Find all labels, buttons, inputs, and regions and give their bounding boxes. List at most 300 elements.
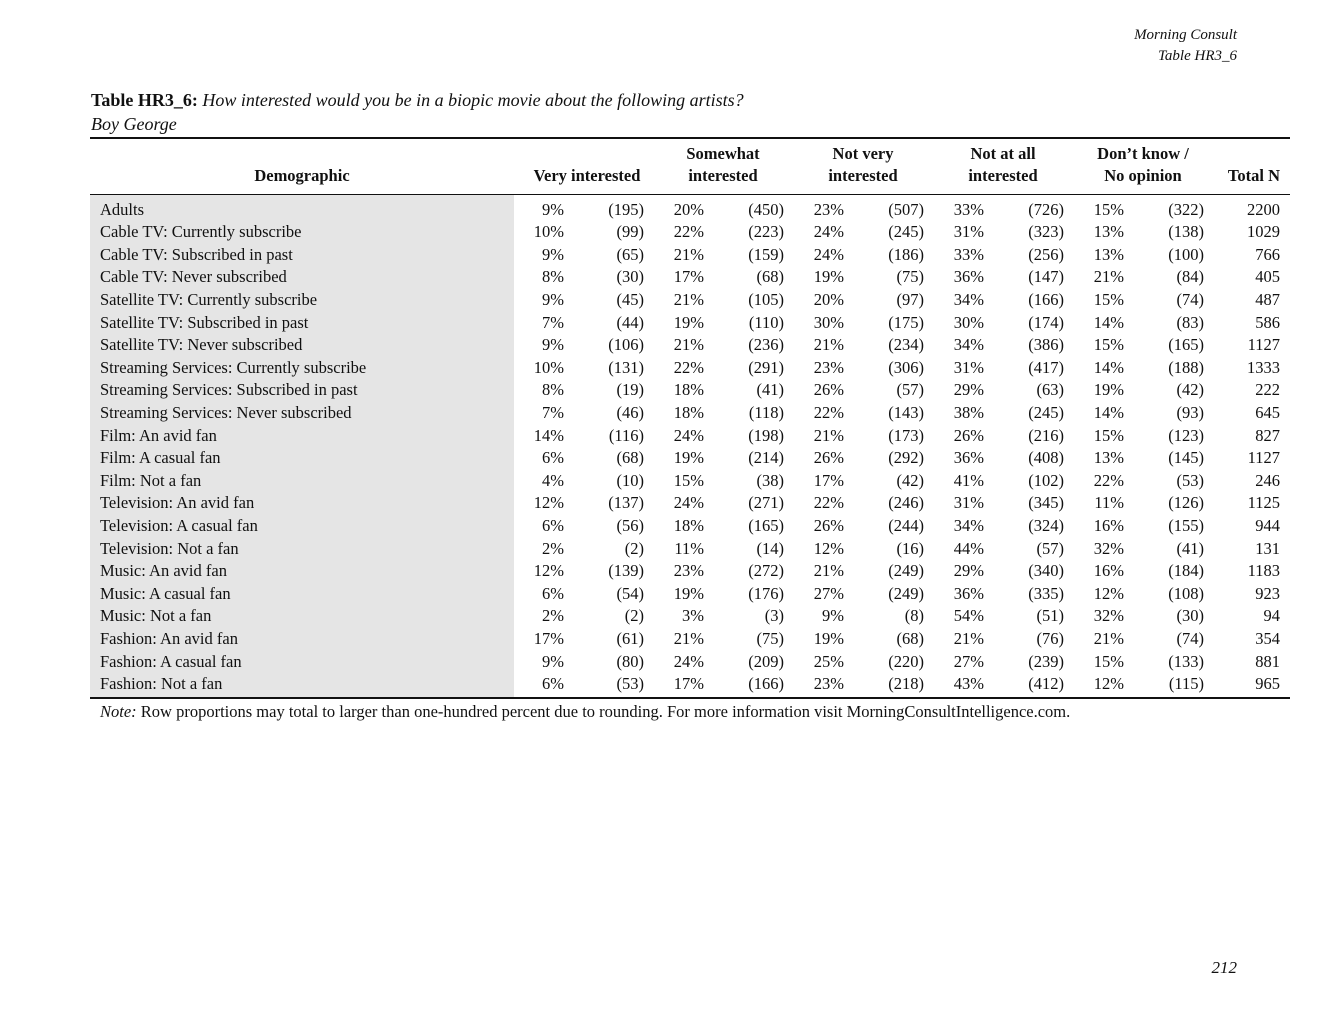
row-label: Streaming Services: Currently subscribe bbox=[90, 357, 514, 380]
cell-percent: 15% bbox=[673, 470, 704, 490]
cell-count: (335) bbox=[1028, 583, 1064, 603]
cell-count: (345) bbox=[1028, 493, 1064, 513]
cell-count: (2) bbox=[624, 538, 644, 558]
cell-count: (63) bbox=[1036, 380, 1064, 400]
cell-count: (126) bbox=[1168, 493, 1204, 513]
table-row bbox=[90, 424, 1290, 447]
row-label: Television: Not a fan bbox=[90, 537, 514, 560]
row-label: Film: A casual fan bbox=[90, 447, 514, 470]
cell-percent: 15% bbox=[1093, 425, 1124, 445]
cell-percent: 23% bbox=[813, 357, 844, 377]
cell-percent: 29% bbox=[953, 561, 984, 581]
cell-count: (220) bbox=[888, 651, 924, 671]
cell-count: (209) bbox=[748, 651, 784, 671]
header-row bbox=[90, 138, 1290, 194]
cell-percent: 13% bbox=[1093, 448, 1124, 468]
cell-percent: 22% bbox=[673, 357, 704, 377]
row-label: Film: Not a fan bbox=[90, 470, 514, 493]
cell-percent: 15% bbox=[1093, 335, 1124, 355]
cell-count: (173) bbox=[888, 425, 924, 445]
cell-count: (75) bbox=[896, 267, 924, 287]
row-label: Satellite TV: Never subscribed bbox=[90, 334, 514, 357]
cell-count: (239) bbox=[1028, 651, 1064, 671]
cell-count: (53) bbox=[1176, 470, 1204, 490]
cell-percent: 30% bbox=[813, 312, 844, 332]
cell-count: (53) bbox=[616, 673, 644, 693]
cell-count: (245) bbox=[1028, 403, 1064, 423]
col-very-interested: Very interested bbox=[533, 165, 641, 185]
cell-count: (236) bbox=[748, 335, 784, 355]
cell-percent: 13% bbox=[1093, 244, 1124, 264]
cell-count: (184) bbox=[1168, 561, 1204, 581]
cell-count: (56) bbox=[616, 516, 644, 536]
row-label: Fashion: A casual fan bbox=[90, 650, 514, 673]
cell-count: (246) bbox=[888, 493, 924, 513]
cell-total-n: 1183 bbox=[1247, 561, 1280, 581]
cell-count: (174) bbox=[1028, 312, 1064, 332]
row-label: Streaming Services: Never subscribed bbox=[90, 402, 514, 425]
cell-count: (68) bbox=[896, 628, 924, 648]
cell-total-n: 354 bbox=[1255, 628, 1280, 648]
cell-percent: 14% bbox=[1093, 357, 1124, 377]
cell-total-n: 881 bbox=[1255, 651, 1280, 671]
cell-percent: 12% bbox=[813, 538, 844, 558]
cell-count: (68) bbox=[616, 448, 644, 468]
cell-count: (324) bbox=[1028, 516, 1064, 536]
cell-count: (46) bbox=[616, 403, 644, 423]
cell-count: (159) bbox=[748, 244, 784, 264]
cell-percent: 25% bbox=[813, 651, 844, 671]
cell-percent: 9% bbox=[542, 290, 564, 310]
cell-count: (291) bbox=[748, 357, 784, 377]
row-label: Cable TV: Never subscribed bbox=[90, 266, 514, 289]
cell-percent: 24% bbox=[673, 493, 704, 513]
cell-percent: 31% bbox=[953, 493, 984, 513]
row-label: Satellite TV: Currently subscribe bbox=[90, 289, 514, 312]
cell-percent: 34% bbox=[953, 335, 984, 355]
table-row bbox=[90, 537, 1290, 560]
cell-count: (115) bbox=[1168, 673, 1204, 693]
cell-count: (102) bbox=[1028, 470, 1064, 490]
cell-percent: 21% bbox=[1093, 267, 1124, 287]
cell-percent: 23% bbox=[813, 673, 844, 693]
note-label: Note: bbox=[100, 702, 137, 721]
cell-count: (340) bbox=[1028, 561, 1064, 581]
cell-percent: 26% bbox=[953, 425, 984, 445]
table-row bbox=[90, 628, 1290, 651]
table-row bbox=[90, 605, 1290, 628]
cell-total-n: 1125 bbox=[1247, 493, 1280, 513]
col-somewhat-interested: Somewhat interested bbox=[686, 143, 760, 185]
cell-percent: 44% bbox=[953, 538, 984, 558]
cell-percent: 24% bbox=[673, 425, 704, 445]
row-label: Cable TV: Currently subscribe bbox=[90, 221, 514, 244]
row-label: Fashion: Not a fan bbox=[90, 673, 514, 698]
cell-count: (123) bbox=[1168, 425, 1204, 445]
cell-count: (100) bbox=[1168, 244, 1204, 264]
cell-count: (45) bbox=[616, 290, 644, 310]
cell-count: (38) bbox=[756, 470, 784, 490]
row-label: Television: A casual fan bbox=[90, 515, 514, 538]
cell-count: (105) bbox=[748, 290, 784, 310]
cell-count: (143) bbox=[888, 403, 924, 423]
col-demographic: Demographic bbox=[254, 165, 350, 185]
cell-percent: 21% bbox=[1093, 628, 1124, 648]
cell-count: (234) bbox=[888, 335, 924, 355]
col-not-very-interested: Not very interested bbox=[828, 143, 898, 185]
cell-count: (386) bbox=[1028, 335, 1064, 355]
cell-count: (408) bbox=[1028, 448, 1064, 468]
cell-percent: 9% bbox=[542, 244, 564, 264]
cell-total-n: 944 bbox=[1255, 516, 1280, 536]
cell-percent: 7% bbox=[542, 312, 564, 332]
cell-percent: 21% bbox=[813, 335, 844, 355]
cell-count: (166) bbox=[748, 673, 784, 693]
row-label: Film: An avid fan bbox=[90, 424, 514, 447]
cell-percent: 2% bbox=[542, 538, 564, 558]
table-row bbox=[90, 334, 1290, 357]
cell-count: (76) bbox=[1036, 628, 1064, 648]
cell-count: (41) bbox=[756, 380, 784, 400]
cell-percent: 36% bbox=[953, 448, 984, 468]
cell-percent: 9% bbox=[542, 335, 564, 355]
cell-count: (3) bbox=[764, 606, 784, 626]
cell-percent: 24% bbox=[813, 244, 844, 264]
cell-percent: 17% bbox=[673, 267, 704, 287]
cell-percent: 20% bbox=[813, 290, 844, 310]
cell-total-n: 222 bbox=[1255, 380, 1280, 400]
cell-count: (68) bbox=[756, 267, 784, 287]
cell-count: (57) bbox=[1036, 538, 1064, 558]
cell-count: (42) bbox=[1176, 380, 1204, 400]
cell-count: (272) bbox=[748, 561, 784, 581]
cell-percent: 4% bbox=[542, 470, 564, 490]
cell-percent: 13% bbox=[1093, 222, 1124, 242]
cell-count: (165) bbox=[1168, 335, 1204, 355]
cell-count: (42) bbox=[896, 470, 924, 490]
cell-total-n: 1127 bbox=[1247, 335, 1280, 355]
cell-percent: 22% bbox=[813, 403, 844, 423]
table-row bbox=[90, 311, 1290, 334]
cell-percent: 12% bbox=[1093, 583, 1124, 603]
cell-percent: 19% bbox=[673, 448, 704, 468]
cell-total-n: 965 bbox=[1255, 673, 1280, 693]
cell-count: (74) bbox=[1176, 290, 1204, 310]
cell-total-n: 923 bbox=[1255, 583, 1280, 603]
cell-percent: 17% bbox=[673, 673, 704, 693]
cell-percent: 18% bbox=[673, 516, 704, 536]
cell-count: (84) bbox=[1176, 267, 1204, 287]
table-note bbox=[100, 701, 1070, 723]
cell-percent: 18% bbox=[673, 380, 704, 400]
cell-percent: 15% bbox=[1093, 290, 1124, 310]
table-row bbox=[90, 470, 1290, 493]
table-row bbox=[90, 492, 1290, 515]
table-row bbox=[90, 244, 1290, 267]
cell-percent: 15% bbox=[1093, 651, 1124, 671]
cell-count: (195) bbox=[608, 199, 644, 219]
row-label: Television: An avid fan bbox=[90, 492, 514, 515]
cell-count: (30) bbox=[616, 267, 644, 287]
cell-count: (155) bbox=[1168, 516, 1204, 536]
cell-percent: 14% bbox=[533, 425, 564, 445]
cell-count: (8) bbox=[904, 606, 924, 626]
cell-count: (93) bbox=[1176, 403, 1204, 423]
cell-total-n: 2200 bbox=[1247, 199, 1280, 219]
cell-percent: 21% bbox=[813, 561, 844, 581]
row-label: Music: Not a fan bbox=[90, 605, 514, 628]
table-body bbox=[90, 194, 1290, 698]
cell-count: (139) bbox=[608, 561, 644, 581]
cell-percent: 21% bbox=[673, 290, 704, 310]
cell-count: (75) bbox=[756, 628, 784, 648]
cell-percent: 33% bbox=[953, 199, 984, 219]
cell-total-n: 827 bbox=[1255, 425, 1280, 445]
cell-percent: 30% bbox=[953, 312, 984, 332]
cell-count: (110) bbox=[748, 312, 784, 332]
cell-count: (80) bbox=[616, 651, 644, 671]
header-table-id: Table HR3_6 bbox=[1157, 48, 1237, 64]
cell-total-n: 487 bbox=[1255, 290, 1280, 310]
cell-percent: 33% bbox=[953, 244, 984, 264]
cell-percent: 15% bbox=[1093, 199, 1124, 219]
cell-count: (245) bbox=[888, 222, 924, 242]
cell-total-n: 131 bbox=[1255, 538, 1280, 558]
table-row bbox=[90, 402, 1290, 425]
table-row bbox=[90, 673, 1290, 698]
cell-percent: 22% bbox=[673, 222, 704, 242]
cell-count: (166) bbox=[1028, 290, 1064, 310]
cell-total-n: 1029 bbox=[1247, 222, 1280, 242]
cell-percent: 23% bbox=[813, 199, 844, 219]
row-label: Music: An avid fan bbox=[90, 560, 514, 583]
cell-percent: 19% bbox=[673, 312, 704, 332]
cell-count: (176) bbox=[748, 583, 784, 603]
cell-count: (507) bbox=[888, 199, 924, 219]
row-label: Adults bbox=[90, 194, 514, 221]
table-row bbox=[90, 515, 1290, 538]
cell-percent: 8% bbox=[542, 380, 564, 400]
cell-count: (249) bbox=[888, 561, 924, 581]
cell-percent: 6% bbox=[542, 448, 564, 468]
cell-count: (99) bbox=[616, 222, 644, 242]
cell-count: (19) bbox=[616, 380, 644, 400]
cell-count: (106) bbox=[608, 335, 644, 355]
cell-total-n: 586 bbox=[1255, 312, 1280, 332]
cell-percent: 41% bbox=[953, 470, 984, 490]
cell-count: (41) bbox=[1176, 538, 1204, 558]
cell-percent: 27% bbox=[813, 583, 844, 603]
cell-total-n: 246 bbox=[1255, 470, 1280, 490]
cell-percent: 31% bbox=[953, 357, 984, 377]
cell-percent: 34% bbox=[953, 516, 984, 536]
cell-percent: 20% bbox=[673, 199, 704, 219]
cell-count: (133) bbox=[1168, 651, 1204, 671]
cell-percent: 32% bbox=[1093, 606, 1124, 626]
crosstab-table bbox=[90, 137, 1290, 699]
cell-total-n: 94 bbox=[1263, 606, 1280, 626]
table-row bbox=[90, 583, 1290, 606]
cell-count: (198) bbox=[748, 425, 784, 445]
cell-count: (131) bbox=[608, 357, 644, 377]
title-label: Table HR3_6: bbox=[91, 90, 198, 110]
cell-count: (186) bbox=[888, 244, 924, 264]
cell-count: (256) bbox=[1028, 244, 1064, 264]
row-label: Fashion: An avid fan bbox=[90, 628, 514, 651]
row-label: Satellite TV: Subscribed in past bbox=[90, 311, 514, 334]
cell-count: (147) bbox=[1028, 267, 1064, 287]
cell-percent: 16% bbox=[1093, 516, 1124, 536]
cell-count: (16) bbox=[896, 538, 924, 558]
cell-percent: 11% bbox=[674, 538, 704, 558]
row-label: Streaming Services: Subscribed in past bbox=[90, 379, 514, 402]
cell-percent: 16% bbox=[1093, 561, 1124, 581]
cell-percent: 14% bbox=[1093, 403, 1124, 423]
cell-count: (137) bbox=[608, 493, 644, 513]
cell-count: (44) bbox=[616, 312, 644, 332]
cell-percent: 18% bbox=[673, 403, 704, 423]
cell-percent: 43% bbox=[953, 673, 984, 693]
cell-percent: 12% bbox=[533, 493, 564, 513]
cell-percent: 22% bbox=[1093, 470, 1124, 490]
table-title bbox=[91, 88, 744, 136]
cell-percent: 23% bbox=[673, 561, 704, 581]
cell-count: (165) bbox=[748, 516, 784, 536]
header-org: Morning Consult bbox=[1134, 27, 1237, 43]
cell-count: (175) bbox=[888, 312, 924, 332]
cell-percent: 24% bbox=[813, 222, 844, 242]
cell-percent: 29% bbox=[953, 380, 984, 400]
cell-percent: 6% bbox=[542, 673, 564, 693]
cell-percent: 6% bbox=[542, 516, 564, 536]
col-dont-know: Don’t know / No opinion bbox=[1097, 143, 1189, 185]
cell-percent: 2% bbox=[542, 606, 564, 626]
cell-percent: 24% bbox=[673, 651, 704, 671]
table-row bbox=[90, 447, 1290, 470]
table-row bbox=[90, 266, 1290, 289]
cell-count: (244) bbox=[888, 516, 924, 536]
cell-percent: 34% bbox=[953, 290, 984, 310]
cell-percent: 31% bbox=[953, 222, 984, 242]
cell-count: (108) bbox=[1168, 583, 1204, 603]
cell-percent: 14% bbox=[1093, 312, 1124, 332]
row-label: Cable TV: Subscribed in past bbox=[90, 244, 514, 267]
cell-count: (97) bbox=[896, 290, 924, 310]
cell-total-n: 1333 bbox=[1247, 357, 1280, 377]
table-row bbox=[90, 221, 1290, 244]
cell-percent: 32% bbox=[1093, 538, 1124, 558]
cell-percent: 17% bbox=[533, 628, 564, 648]
cell-percent: 19% bbox=[1093, 380, 1124, 400]
cell-percent: 9% bbox=[542, 199, 564, 219]
cell-percent: 12% bbox=[533, 561, 564, 581]
cell-percent: 11% bbox=[1094, 493, 1124, 513]
cell-count: (2) bbox=[624, 606, 644, 626]
cell-count: (30) bbox=[1176, 606, 1204, 626]
cell-count: (271) bbox=[748, 493, 784, 513]
cell-percent: 21% bbox=[673, 335, 704, 355]
cell-total-n: 766 bbox=[1255, 244, 1280, 264]
title-subject: Boy George bbox=[91, 114, 177, 134]
cell-percent: 9% bbox=[542, 651, 564, 671]
page-number: 212 bbox=[1211, 958, 1237, 977]
cell-percent: 17% bbox=[813, 470, 844, 490]
cell-count: (417) bbox=[1028, 357, 1064, 377]
cell-percent: 21% bbox=[953, 628, 984, 648]
cell-percent: 21% bbox=[813, 425, 844, 445]
cell-count: (116) bbox=[608, 425, 644, 445]
title-question: How interested would you be in a biopic movie about the following artists? bbox=[202, 90, 744, 110]
cell-count: (249) bbox=[888, 583, 924, 603]
cell-count: (145) bbox=[1168, 448, 1204, 468]
cell-count: (54) bbox=[616, 583, 644, 603]
cell-count: (322) bbox=[1168, 199, 1204, 219]
cell-percent: 26% bbox=[813, 380, 844, 400]
cell-percent: 3% bbox=[682, 606, 704, 626]
cell-count: (51) bbox=[1036, 606, 1064, 626]
table-row bbox=[90, 357, 1290, 380]
cell-percent: 36% bbox=[953, 267, 984, 287]
cell-percent: 21% bbox=[673, 244, 704, 264]
cell-percent: 19% bbox=[673, 583, 704, 603]
cell-percent: 8% bbox=[542, 267, 564, 287]
cell-percent: 10% bbox=[533, 357, 564, 377]
cell-count: (57) bbox=[896, 380, 924, 400]
cell-count: (118) bbox=[748, 403, 784, 423]
cell-percent: 12% bbox=[1093, 673, 1124, 693]
cell-percent: 19% bbox=[813, 628, 844, 648]
table-row bbox=[90, 194, 1290, 221]
cell-percent: 54% bbox=[953, 606, 984, 626]
cell-count: (65) bbox=[616, 244, 644, 264]
cell-percent: 26% bbox=[813, 448, 844, 468]
cell-count: (74) bbox=[1176, 628, 1204, 648]
cell-count: (223) bbox=[748, 222, 784, 242]
table-row bbox=[90, 650, 1290, 673]
cell-count: (214) bbox=[748, 448, 784, 468]
cell-count: (138) bbox=[1168, 222, 1204, 242]
cell-percent: 27% bbox=[953, 651, 984, 671]
cell-count: (14) bbox=[756, 538, 784, 558]
cell-percent: 7% bbox=[542, 403, 564, 423]
page-header bbox=[1134, 25, 1237, 67]
cell-percent: 10% bbox=[533, 222, 564, 242]
cell-percent: 21% bbox=[673, 628, 704, 648]
cell-count: (10) bbox=[616, 470, 644, 490]
cell-count: (292) bbox=[888, 448, 924, 468]
cell-total-n: 405 bbox=[1255, 267, 1280, 287]
cell-count: (323) bbox=[1028, 222, 1064, 242]
col-total-n: Total N bbox=[1227, 165, 1280, 185]
cell-count: (216) bbox=[1028, 425, 1064, 445]
col-not-at-all-interested: Not at all interested bbox=[968, 143, 1038, 185]
cell-percent: 38% bbox=[953, 403, 984, 423]
cell-count: (188) bbox=[1168, 357, 1204, 377]
cell-percent: 6% bbox=[542, 583, 564, 603]
cell-count: (306) bbox=[888, 357, 924, 377]
cell-count: (218) bbox=[888, 673, 924, 693]
cell-percent: 9% bbox=[822, 606, 844, 626]
cell-count: (412) bbox=[1028, 673, 1064, 693]
cell-count: (450) bbox=[748, 199, 784, 219]
table-row bbox=[90, 289, 1290, 312]
cell-count: (61) bbox=[616, 628, 644, 648]
cell-total-n: 1127 bbox=[1247, 448, 1280, 468]
table-row bbox=[90, 379, 1290, 402]
cell-percent: 26% bbox=[813, 516, 844, 536]
cell-count: (726) bbox=[1028, 199, 1064, 219]
row-label: Music: A casual fan bbox=[90, 583, 514, 606]
